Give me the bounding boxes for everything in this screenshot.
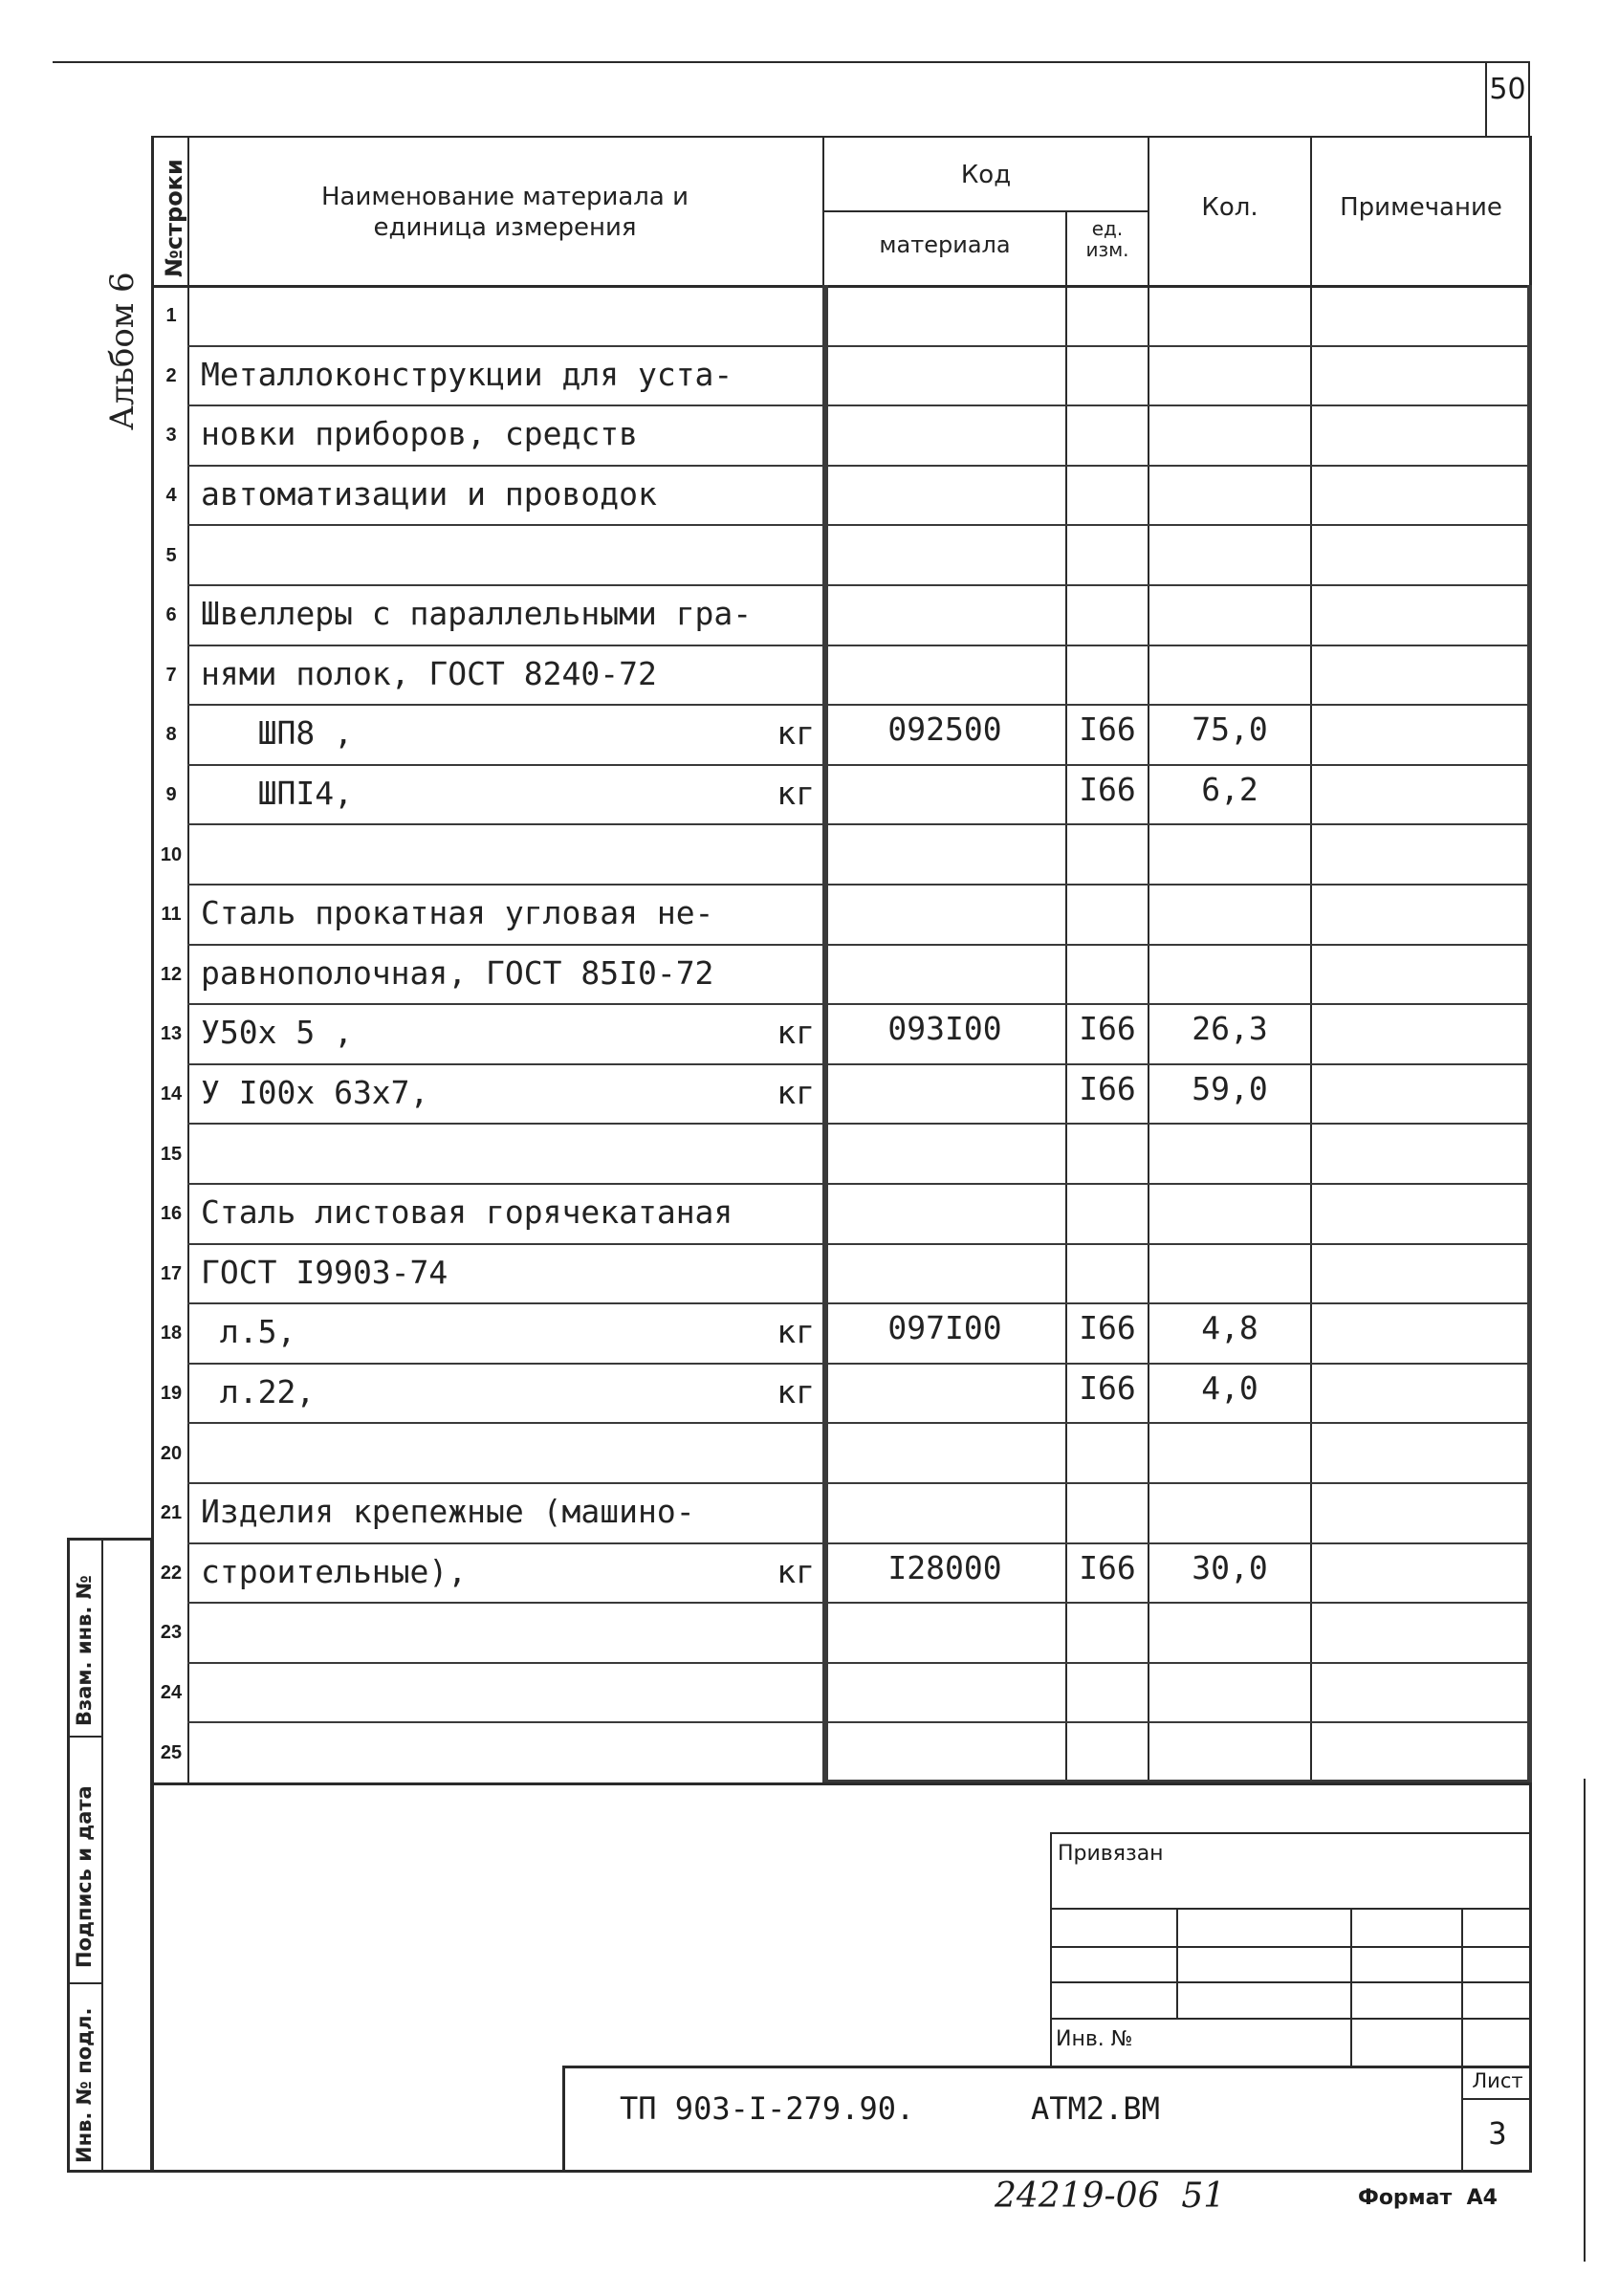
- row-number: 6: [165, 604, 177, 626]
- unit-code: I66: [1079, 1369, 1136, 1408]
- privyazan-line-4: [1050, 2018, 1532, 2020]
- table-row: [153, 1304, 1530, 1365]
- table-row: [153, 1365, 1530, 1425]
- unit-of-measure: кг: [777, 714, 815, 753]
- handwritten-number: 24219-06 51: [995, 2176, 1226, 2216]
- row-number: 19: [160, 1383, 183, 1405]
- row-number: 7: [165, 664, 177, 686]
- unit-code: I66: [1079, 711, 1136, 749]
- header-row-no: №строки: [161, 159, 187, 277]
- table-row: [153, 1424, 1530, 1484]
- unit-code: I66: [1079, 771, 1136, 809]
- right-edge-line: [1584, 1779, 1586, 2262]
- table-bottom: [151, 1782, 1532, 1785]
- material-name: Сталь листовая горячекатаная: [201, 1193, 733, 1232]
- side-stamp-h2: [67, 1982, 103, 1984]
- privyazan-vline-1: [1176, 1908, 1178, 2018]
- row-number: 11: [161, 904, 182, 926]
- material-name: У I00х 63х7,: [201, 1074, 429, 1112]
- quantity: 59,0: [1192, 1070, 1268, 1108]
- row-number: 17: [160, 1262, 183, 1284]
- table-row: [153, 825, 1530, 886]
- table-row: [153, 646, 1530, 707]
- material-code: 093I00: [887, 1010, 1002, 1048]
- quantity: 75,0: [1192, 711, 1268, 749]
- header-name: [189, 182, 820, 243]
- material-name: нями полок, ГОСТ 8240-72: [201, 654, 657, 692]
- table-row: [153, 706, 1530, 766]
- material-name: автоматизации и проводок: [201, 475, 657, 514]
- material-name: строительные),: [201, 1552, 468, 1590]
- table-row: [153, 467, 1530, 527]
- row-number: 21: [160, 1502, 183, 1524]
- quantity: 4,8: [1201, 1309, 1258, 1347]
- unit-of-measure: кг: [777, 1014, 815, 1052]
- table-row: [153, 1484, 1530, 1544]
- table-row: [153, 1065, 1530, 1126]
- table-row: [153, 347, 1530, 407]
- unit-of-measure: кг: [777, 1373, 815, 1411]
- row-number: 14: [160, 1083, 183, 1105]
- row-number: 4: [165, 485, 177, 507]
- row-number: 20: [160, 1442, 183, 1464]
- header-name-text: Наименование материала и единица измерения: [320, 183, 689, 242]
- unit-of-measure: кг: [777, 1313, 815, 1351]
- doc-code: ТП 903-I-279.90.: [620, 2090, 915, 2127]
- quantity: 6,2: [1201, 771, 1258, 809]
- privyazan-line-1: [1050, 1908, 1532, 1910]
- material-name: л.22,: [201, 1373, 316, 1411]
- table-row: [153, 1125, 1530, 1185]
- material-name: новки приборов, средств: [201, 415, 638, 453]
- table-row: [153, 586, 1530, 646]
- material-name: л.5,: [201, 1313, 296, 1351]
- header-qty: Кол.: [1201, 193, 1258, 222]
- doc-mark: АТМ2.ВМ: [1031, 2090, 1160, 2127]
- header-code-unit: ед. изм.: [1085, 217, 1129, 261]
- row-number: 12: [160, 963, 183, 985]
- table-row: [153, 1723, 1530, 1783]
- material-code: I28000: [887, 1548, 1002, 1586]
- material-name: ШПI4,: [201, 775, 353, 813]
- material-name: Швеллеры с параллельными гра-: [201, 595, 753, 633]
- material-name: Металлоконструкции для уста-: [201, 355, 733, 393]
- row-number: 9: [165, 784, 177, 806]
- sheet-number: 50: [1489, 73, 1526, 106]
- row-number: 25: [160, 1741, 183, 1763]
- row-number: 16: [160, 1203, 183, 1225]
- inv-no-label: Инв. №: [1056, 2027, 1133, 2051]
- table-row: [153, 1544, 1530, 1605]
- row-number: 8: [165, 724, 177, 746]
- material-code: 097I00: [887, 1309, 1002, 1347]
- header-code: Код: [960, 161, 1012, 189]
- privyazan-vline-3: [1461, 1908, 1463, 2067]
- unit-code: I66: [1079, 1070, 1136, 1108]
- table-row: [153, 287, 1530, 347]
- row-number: 3: [165, 425, 177, 447]
- row-number: 24: [160, 1682, 183, 1704]
- row-number: 18: [160, 1323, 183, 1345]
- table-row: [153, 1005, 1530, 1065]
- table-row: [153, 1604, 1530, 1664]
- unit-code: I66: [1079, 1548, 1136, 1586]
- privyazan-line-2: [1050, 1946, 1532, 1948]
- sheet-value: 3: [1488, 2115, 1507, 2152]
- quantity: 26,3: [1192, 1010, 1268, 1048]
- table-row: [153, 526, 1530, 586]
- table-row: [153, 406, 1530, 467]
- material-name: равнополочная, ГОСТ 85I0-72: [201, 953, 714, 992]
- table-row: [153, 1245, 1530, 1305]
- table-row: [153, 886, 1530, 946]
- sheet-label: Лист: [1472, 2069, 1523, 2092]
- side-stamp-divider: [101, 1538, 103, 2173]
- unit-of-measure: кг: [777, 775, 815, 813]
- format-label: Формат А4: [1358, 2186, 1498, 2210]
- material-name: ШП8 ,: [201, 714, 353, 753]
- unit-of-measure: кг: [777, 1074, 815, 1112]
- material-name: ГОСТ I9903-74: [201, 1253, 449, 1291]
- unit-of-measure: кг: [777, 1552, 815, 1590]
- unit-code: I66: [1079, 1010, 1136, 1048]
- header-code-material: материала: [879, 231, 1011, 258]
- top-border: [53, 61, 1530, 63]
- side-stamp-podpis: Подпись и дата: [73, 1785, 96, 1968]
- material-name: У50х 5 ,: [201, 1014, 353, 1052]
- row-number: 15: [160, 1143, 183, 1165]
- sheet-cell-mid: [1461, 2098, 1532, 2100]
- table-row: [153, 946, 1530, 1006]
- code-subheader-line: [822, 210, 1148, 212]
- quantity: 4,0: [1201, 1369, 1258, 1408]
- album-label: Альбом 6: [103, 272, 142, 430]
- row-number: 1: [165, 305, 177, 327]
- privyazan-vline-2: [1350, 1908, 1352, 2067]
- header-note: Примечание: [1340, 193, 1502, 222]
- table-row: [153, 1664, 1530, 1724]
- row-number: 13: [160, 1023, 183, 1045]
- material-name: Сталь прокатная угловая не-: [201, 894, 714, 932]
- unit-code: I66: [1079, 1309, 1136, 1347]
- side-stamp-inv-podl: Инв. № подл.: [73, 2007, 96, 2163]
- material-name: Изделия крепежные (машино-: [201, 1493, 695, 1531]
- quantity: 30,0: [1192, 1548, 1268, 1586]
- privyazan-line-3: [1050, 1981, 1532, 1983]
- row-number: 5: [165, 544, 177, 566]
- privyazan-label: Привязан: [1058, 1842, 1164, 1866]
- material-code: 092500: [887, 711, 1002, 749]
- row-number: 23: [160, 1622, 183, 1644]
- row-number: 10: [160, 843, 183, 865]
- side-stamp-vzam: Взам. инв. №: [73, 1575, 96, 1726]
- table-row: [153, 1185, 1530, 1245]
- side-stamp-h1: [67, 1736, 103, 1738]
- row-number: 22: [160, 1562, 183, 1584]
- row-number: 2: [165, 364, 177, 386]
- table-row: [153, 766, 1530, 826]
